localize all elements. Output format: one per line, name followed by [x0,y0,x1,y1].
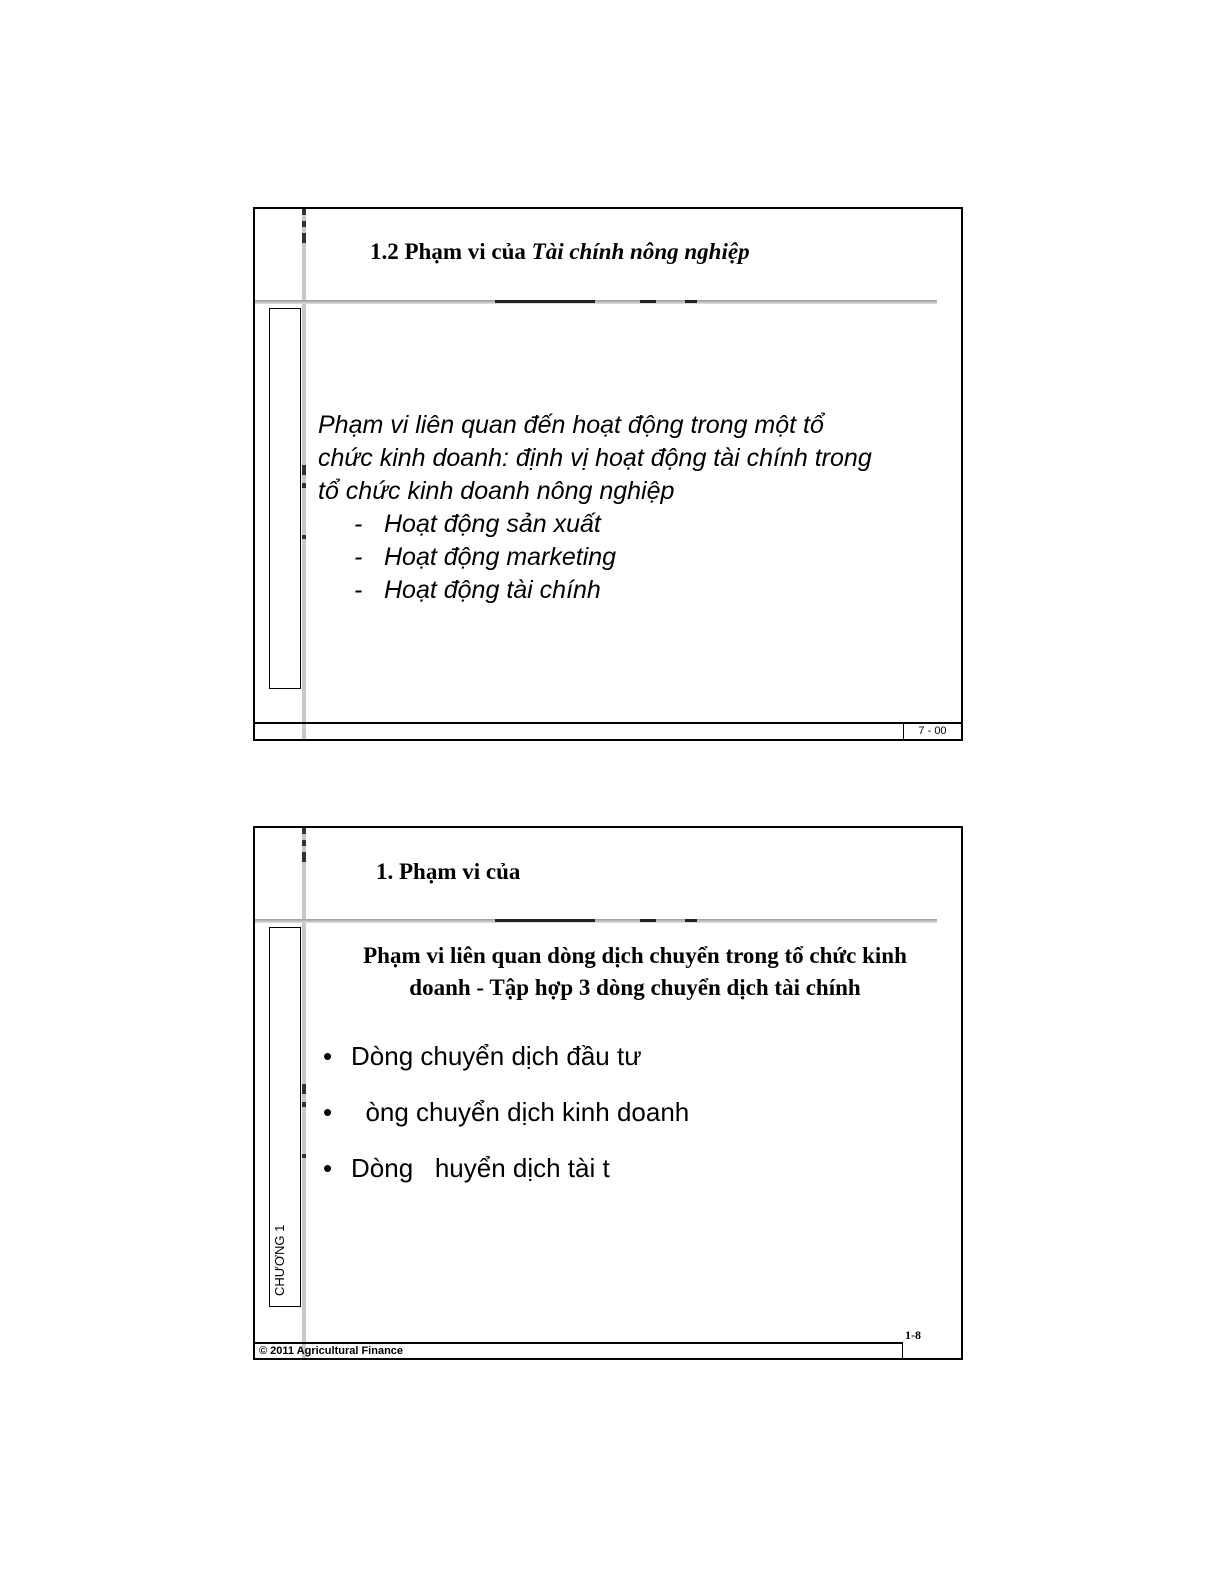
header-rule [255,300,937,304]
bullet-text: Dòng huyển dịch tài t [351,1153,610,1183]
rule-mark [302,828,306,834]
rule-mark [302,535,306,539]
rule-mark [302,233,306,243]
rule-mark [302,465,306,475]
body-line: tổ chức kinh doanh nông nghiệp [318,477,675,505]
rule-mark [302,852,306,862]
bullet-marker: • [323,1153,333,1183]
list-item [318,541,958,574]
rule-mark [302,1102,306,1107]
body-line: Phạm vi liên quan đến hoạt động trong một tổ [318,411,824,439]
bullet-list [323,1038,689,1206]
dash-marker: - [354,543,363,571]
title-text: 1.2 Phạm vi của [370,239,532,264]
rule-mark [302,221,306,227]
slide-heading [305,940,965,1004]
heading-line: doanh - Tập hợp 3 dòng chuyển dịch tài chính [409,975,861,1000]
copyright-text: © 2011 Agricultural Finance [259,1345,404,1357]
side-box [269,308,301,689]
bullet-marker: • [323,1097,333,1127]
heading-line: Phạm vi liên quan dòng dịch chuyển trong tổ chức kinh [363,943,907,968]
bullet-marker: • [323,1041,333,1071]
slide-1 [253,207,963,741]
bullet-text: òng chuyển dịch kinh doanh [351,1097,690,1127]
rule-mark [640,919,656,922]
bullet-item [323,1150,689,1206]
rule-mark [685,919,697,922]
slide-title: 1. Phạm vi của [376,859,521,884]
page-number: 7 - 00 [903,722,961,741]
bullet-item [323,1038,689,1094]
slide-body [318,409,958,607]
list-item [318,508,958,541]
body-line: chức kinh doanh: định vị hoạt động tài chính trong [318,444,872,472]
header-rule [255,919,937,923]
page-number: 1-8 [905,1328,921,1342]
rule-mark [495,919,595,922]
rule-mark [302,840,306,846]
slide-2 [253,826,963,1360]
rule-mark [302,209,306,215]
rule-mark [302,1154,306,1158]
bullet-item [323,1094,689,1150]
rule-mark [640,300,656,303]
footer-rule [255,722,961,724]
list-item-text: Hoạt động marketing [384,543,617,571]
list-item-text: Hoạt động tài chính [384,576,601,604]
slide-title [370,239,750,265]
rule-mark [302,483,306,488]
footer-rule [255,1342,903,1344]
dash-marker: - [354,576,363,604]
footer-divider [902,1342,904,1360]
list-item [318,574,958,607]
dash-marker: - [354,510,363,538]
title-italic-text: Tài chính nông nghiệp [531,239,750,264]
chapter-label: CHƯƠNG 1 [272,1224,287,1296]
rule-mark [302,1084,306,1094]
list-item-text: Hoạt động sản xuất [384,510,601,538]
rule-mark [495,300,595,303]
bullet-text: Dòng chuyển dịch đầu tư [351,1041,642,1071]
rule-mark [685,300,697,303]
